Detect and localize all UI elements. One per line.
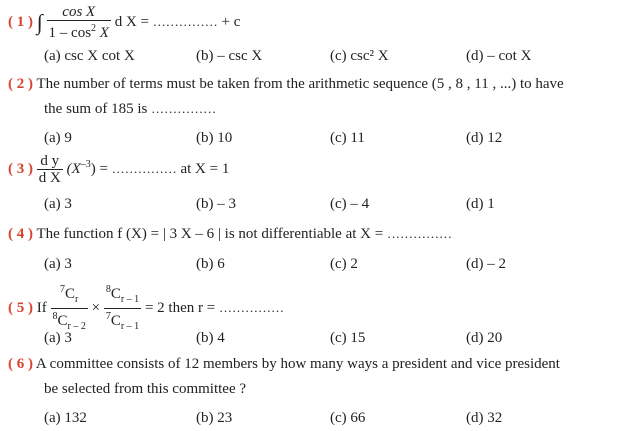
- prefix: 7: [60, 284, 65, 295]
- expression-base: (X: [66, 160, 81, 177]
- times-sign: ×: [91, 299, 101, 316]
- question-3-stem: [8, 153, 229, 186]
- option-c[interactable]: (c) csc² X: [330, 48, 389, 64]
- question-text: be selected from this committee ?: [44, 381, 247, 397]
- subscript: r: [75, 294, 79, 305]
- answer-blank: ……………: [386, 226, 452, 241]
- option-c[interactable]: (c) 11: [330, 130, 365, 146]
- question-text-end: + c: [217, 13, 241, 30]
- option-b[interactable]: (b) 6: [196, 256, 225, 272]
- fraction-denominator: d X: [38, 170, 61, 186]
- fraction-numerator: [104, 282, 141, 309]
- question-number: ( 4 ): [8, 226, 33, 242]
- question-text: The function f (X) = | 3 X – 6 | is not differentiable at X =: [33, 226, 387, 242]
- option-a[interactable]: (a) 3: [44, 330, 72, 346]
- fraction-denominator: [47, 21, 111, 41]
- question-2-stem-line2: [44, 101, 216, 118]
- question-text: A committee consists of 12 members by how many ways a president and vice president: [33, 356, 560, 372]
- fraction-numerator: d y: [37, 153, 63, 170]
- question-text: If: [33, 299, 51, 316]
- question-number: ( 2 ): [8, 76, 33, 92]
- question-text: the sum of 185 is: [44, 101, 152, 117]
- expression: [66, 158, 112, 177]
- prefix: 8: [52, 311, 58, 322]
- answer-blank: ……………: [111, 160, 177, 176]
- option-d[interactable]: (d) – 2: [466, 256, 506, 272]
- option-a[interactable]: (a) 132: [44, 410, 87, 426]
- expression-end: ) =: [90, 160, 112, 177]
- denominator-text: 1 – cos: [48, 25, 92, 41]
- question-text-end: = 2 then r =: [144, 299, 219, 316]
- symbol: C: [110, 313, 121, 329]
- option-d[interactable]: (d) 32: [466, 410, 503, 426]
- option-a[interactable]: (a) 9: [44, 130, 72, 146]
- question-number: ( 1 ): [8, 13, 33, 30]
- fraction-denominator: [104, 309, 141, 335]
- answer-blank: ……………: [218, 299, 284, 315]
- integral-sign: ∫: [36, 9, 43, 35]
- expression-exponent: –3: [80, 158, 91, 170]
- option-d[interactable]: (d) – cot X: [466, 48, 532, 64]
- option-b[interactable]: (b) – 3: [196, 196, 236, 212]
- fraction-numerator: [51, 282, 88, 309]
- question-1-stem: [8, 4, 240, 41]
- option-a[interactable]: (a) 3: [44, 196, 72, 212]
- denominator-exponent: 2: [91, 23, 97, 34]
- integrand-fraction: [47, 4, 111, 41]
- question-text: The number of terms must be taken from the arithmetic sequence (5 , 8 , 11 , ...) to have: [33, 76, 564, 92]
- question-number: ( 3 ): [8, 160, 33, 177]
- option-c[interactable]: (c) – 4: [330, 196, 370, 212]
- subscript: r – 1: [120, 321, 140, 332]
- option-b[interactable]: (b) 4: [196, 330, 225, 346]
- symbol: C: [57, 313, 68, 329]
- option-a[interactable]: (a) csc X cot X: [44, 48, 135, 64]
- prefix: 8: [105, 284, 111, 295]
- symbol: C: [110, 286, 121, 302]
- subscript: r – 2: [67, 321, 86, 332]
- option-a[interactable]: (a) 3: [44, 256, 72, 272]
- question-6-stem-line1: [8, 356, 560, 373]
- question-4-stem: [8, 226, 452, 243]
- question-number: ( 6 ): [8, 356, 33, 372]
- option-c[interactable]: (c) 66: [330, 410, 366, 426]
- question-text: d X =: [114, 13, 153, 30]
- option-d[interactable]: (d) 20: [466, 330, 503, 346]
- symbol: C: [65, 286, 76, 302]
- option-d[interactable]: (d) 1: [466, 196, 495, 212]
- prefix: 7: [105, 311, 111, 322]
- option-b[interactable]: (b) 10: [196, 130, 233, 146]
- derivative-fraction: [37, 153, 63, 186]
- question-6-stem-line2: [44, 381, 246, 398]
- denominator-variable: X: [99, 25, 109, 41]
- answer-blank: ……………: [151, 101, 217, 116]
- option-c[interactable]: (c) 2: [330, 256, 358, 272]
- option-b[interactable]: (b) – csc X: [196, 48, 263, 64]
- option-b[interactable]: (b) 23: [196, 410, 233, 426]
- option-c[interactable]: (c) 15: [330, 330, 366, 346]
- option-d[interactable]: (d) 12: [466, 130, 503, 146]
- combination-fraction-1: [51, 282, 88, 335]
- fraction-numerator: cos X: [47, 4, 111, 21]
- question-2-stem-line1: [8, 76, 564, 93]
- question-5-stem: [8, 282, 284, 335]
- subscript: r – 1: [120, 294, 140, 305]
- answer-blank: ……………: [152, 13, 218, 29]
- combination-fraction-2: [104, 282, 141, 335]
- question-text-end: at X = 1: [176, 160, 230, 177]
- question-number: ( 5 ): [8, 299, 33, 316]
